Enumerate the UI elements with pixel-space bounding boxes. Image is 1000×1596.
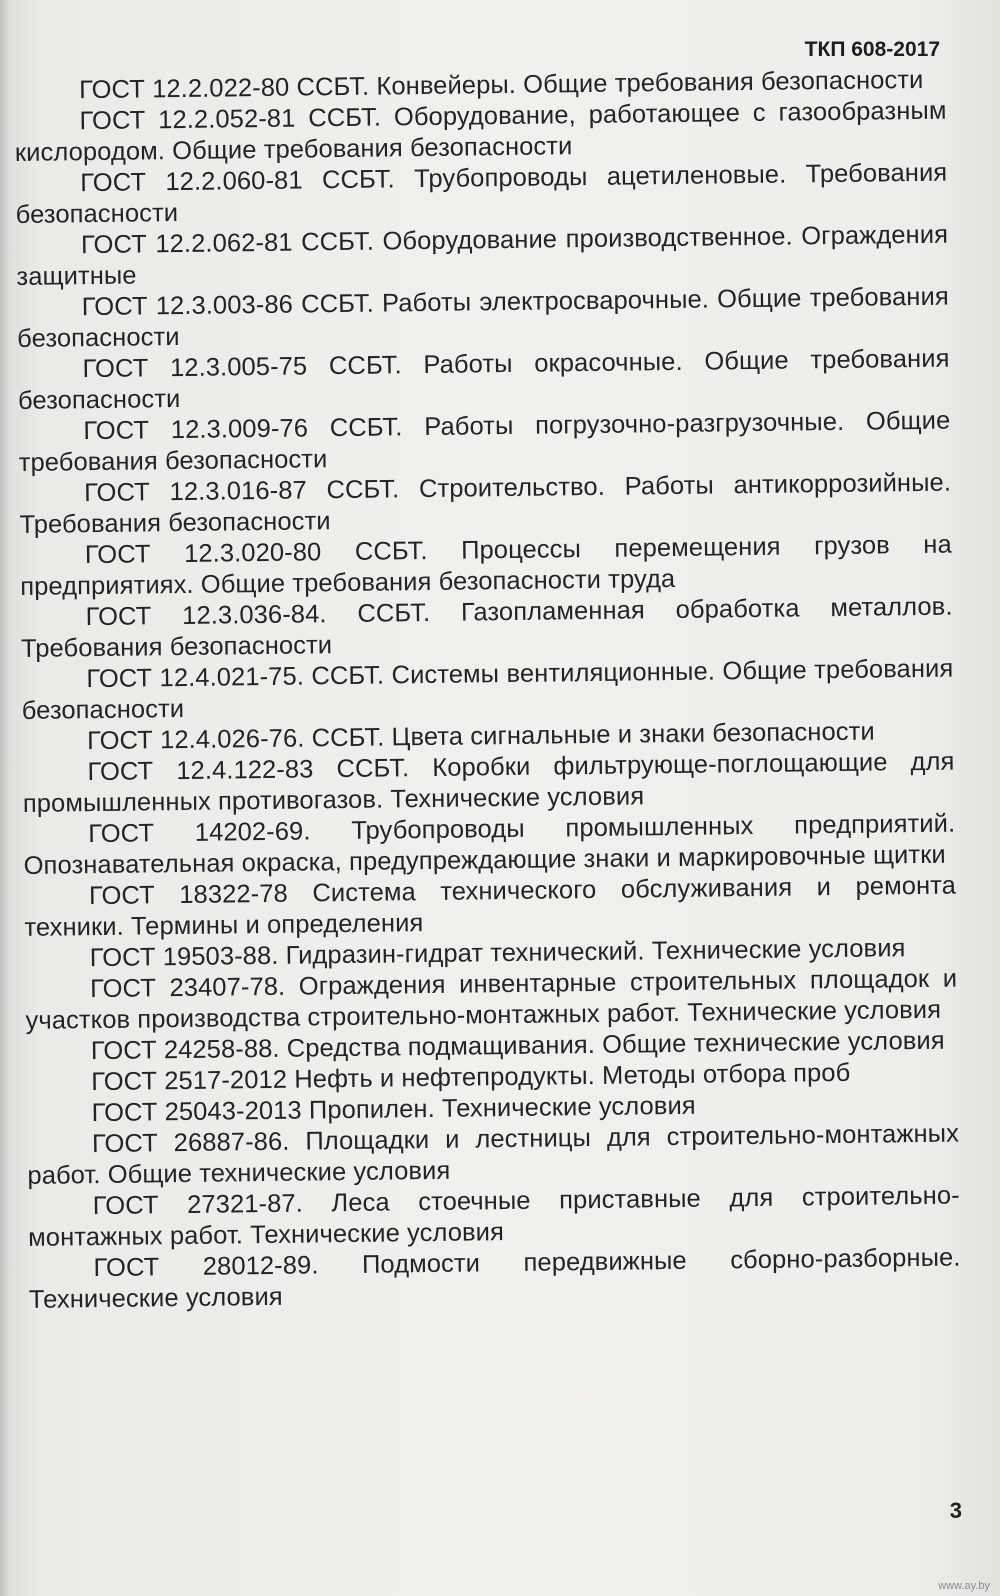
reference-item: ГОСТ 12.3.005-75 ССБТ. Работы окрасочные. Общие требования безопасности — [17, 344, 950, 415]
reference-item: ГОСТ 12.2.062-81 ССБТ. Оборудование производственное. Ограждения защитные — [16, 220, 949, 291]
reference-list — [14, 65, 961, 1316]
reference-item: ГОСТ 12.3.036-84. ССБТ. Газопламенная обработка металлов. Требования безопасности — [20, 592, 953, 663]
reference-item: ГОСТ 12.4.026-76. ССБТ. Цвета сигнальные и знаки безопасности — [86, 717, 875, 756]
page-spine-shadow — [0, 0, 10, 1596]
reference-item: ГОСТ 27321-87. Леса стоечные приставные для строительно-монтажных работ. Технические условия — [28, 1181, 960, 1252]
reference-item: ГОСТ 12.3.020-80 ССБТ. Процессы перемещения грузов на предприятиях. Общие требования безопасности труда — [20, 530, 952, 601]
reference-item: ГОСТ 23407-78. Ограждения инвентарные строительных площадок и участков производства строительно-монтажных работ. Технические условия — [25, 964, 958, 1035]
reference-item: ГОСТ 24258-88. Средства подмащивания. Общие технические условия — [90, 1026, 945, 1066]
reference-item: ГОСТ 12.4.122-83 ССБТ. Коробки фильтрующе-поглощающие для промышленных противогазов. Технические условия — [22, 747, 955, 818]
reference-item: ГОСТ 12.3.016-87 ССБТ. Строительство. Работы антикоррозийные. Требования безопасности — [19, 468, 952, 539]
reference-item: ГОСТ 25043-2013 Пропилен. Технические условия — [91, 1091, 696, 1128]
reference-item: ГОСТ 28012-89. Подмости передвижные сборно-разборные. Технические условия — [28, 1243, 961, 1314]
reference-item: ГОСТ 12.2.022-80 ССБТ. Конвейеры. Общие требования безопасности — [79, 65, 924, 105]
reference-item: ГОСТ 2517-2012 Нефть и нефтепродукты. Методы отбора проб — [91, 1058, 851, 1097]
reference-item: ГОСТ 19503-88. Гидразин-гидрат технический. Технические условия — [89, 934, 906, 973]
reference-item: ГОСТ 14202-69. Трубопроводы промышленных предприятий. Опознавательная окраска, предупреждающие знаки и маркировочные щитки — [23, 809, 956, 880]
reference-item: ГОСТ 12.4.021-75. ССБТ. Системы вентиляционные. Общие требования безопасности — [21, 654, 954, 725]
reference-item: ГОСТ 18322-78 Система технического обслуживания и ремонта техники. Термины и определения — [24, 871, 957, 942]
reference-item: ГОСТ 12.3.003-86 ССБТ. Работы электросварочные. Общие требования безопасности — [17, 282, 949, 353]
reference-item: ГОСТ 26887-86. Площадки и лестницы для строительно-монтажных работ. Общие технические условия — [27, 1119, 960, 1190]
reference-item: ГОСТ 12.2.052-81 ССБТ. Оборудование, работающее с газообразным кислородом. Общие требования безопасности — [14, 96, 947, 167]
reference-item: ГОСТ 12.3.009-76 ССБТ. Работы погрузочно-разгрузочные. Общие требования безопасности — [18, 406, 951, 477]
document-code: ТКП 608-2017 — [804, 38, 940, 61]
watermark: www.ay.by — [938, 1580, 990, 1592]
reference-item: ГОСТ 12.2.060-81 ССБТ. Трубопроводы ацетиленовые. Требования безопасности — [15, 158, 948, 229]
page-number: 3 — [949, 1498, 962, 1523]
